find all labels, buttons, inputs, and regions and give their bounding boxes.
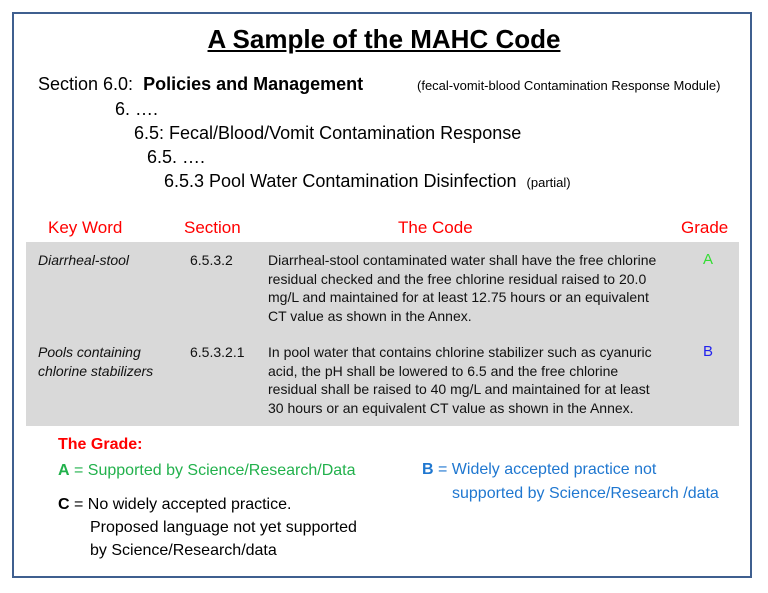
keyword-cell	[38, 343, 153, 380]
grade-b-text: = Widely accepted practice not	[433, 461, 657, 478]
section-cell: 6.5.3.2	[190, 252, 233, 268]
outline-line-4-text: 6.5.3 Pool Water Contamination Disinfection	[164, 171, 517, 191]
module-note: (fecal-vomit-blood Contamination Response Module)	[417, 78, 721, 93]
code-line: In pool water that contains chlorine stabilizer such as cyanuric	[268, 344, 652, 360]
section-cell: 6.5.3.2.1	[190, 344, 245, 360]
keyword-line: chlorine stabilizers	[38, 362, 154, 379]
grade-c-letter: C	[58, 496, 70, 513]
partial-note: (partial)	[526, 175, 571, 190]
code-line: acid, the pH shall be lowered to 6.5 and the free chlorine	[268, 362, 619, 379]
grade-a-letter: A	[58, 462, 70, 479]
code-table	[26, 242, 739, 426]
header-grade: Grade	[681, 218, 729, 237]
header-key-word: Key Word	[48, 218, 123, 237]
grade-b-text-2: supported by Science/Research /data	[452, 485, 719, 502]
code-line: residual checked and the free chlorine residual raised to 20.0	[268, 270, 647, 287]
grade-c-text: = No widely accepted practice.	[69, 496, 292, 513]
outline-line-2: 6.5: Fecal/Blood/Vomit Contamination Response	[134, 123, 522, 143]
section-heading	[38, 75, 363, 93]
slide-title: A Sample of the MAHC Code	[207, 24, 561, 54]
grade-cell: B	[703, 343, 714, 360]
grade-a-definition	[58, 463, 356, 479]
code-cell	[268, 343, 652, 417]
grade-c-definition	[58, 497, 291, 513]
code-line: mg/L and maintained for at least 12.75 hours or an equivalent	[268, 289, 649, 305]
grade-b-definition	[422, 462, 656, 478]
grade-b-letter: B	[422, 461, 434, 478]
grade-legend-heading: The Grade:	[58, 436, 143, 453]
outline-line-1: 6. ….	[115, 99, 159, 119]
code-line: Diarrheal-stool contaminated water shall have the free chlorine	[268, 252, 657, 268]
code-line: 30 hours or an equivalent CT value as shown in the Annex.	[268, 399, 634, 416]
section-name: Policies and Management	[143, 74, 364, 94]
keyword-line: Diarrheal-stool	[38, 252, 130, 268]
header-the-code: The Code	[398, 218, 473, 237]
section-prefix: Section 6.0:	[38, 74, 134, 94]
grade-c-text-3: by Science/Research/data	[90, 542, 277, 559]
outline-line-4	[164, 172, 571, 190]
grade-cell: A	[703, 251, 714, 268]
header-section: Section	[184, 218, 241, 237]
keyword-cell	[38, 251, 129, 270]
grade-c-text-2: Proposed language not yet supported	[90, 519, 357, 536]
grade-a-text: = Supported by Science/Research/Data	[69, 462, 356, 479]
code-line: CT value as shown in the Annex.	[268, 307, 472, 324]
code-cell	[268, 251, 656, 325]
keyword-line: Pools containing	[38, 344, 141, 360]
code-line: residual shall be raised to 40 mg/L and maintained for at least	[268, 381, 650, 397]
outline-line-3: 6.5. ….	[147, 147, 206, 167]
